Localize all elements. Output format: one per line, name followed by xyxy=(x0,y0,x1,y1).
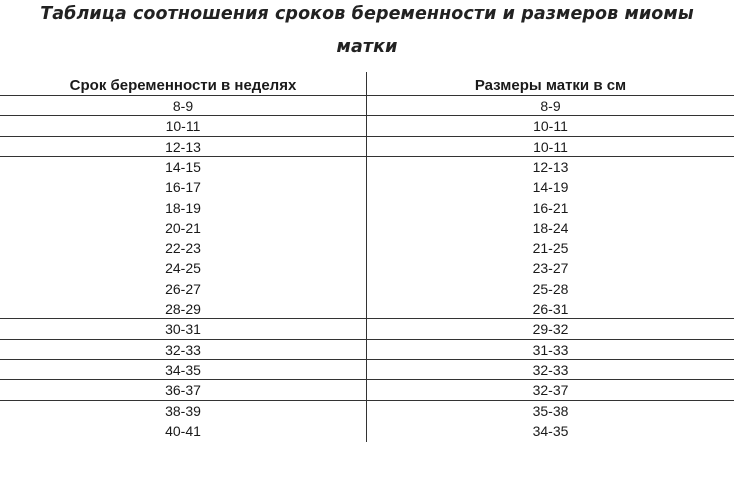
page-title-continuation: матки xyxy=(336,37,398,57)
table-row xyxy=(0,238,734,258)
table-row xyxy=(0,137,734,157)
table-row xyxy=(0,319,734,339)
cell-uterus-size: 29-32 xyxy=(532,321,569,338)
cell-uterus-size: 14-19 xyxy=(532,179,569,196)
cell-gestation-weeks: 10-11 xyxy=(165,118,201,135)
table-row xyxy=(0,157,734,177)
cell-gestation-weeks: 12-13 xyxy=(165,138,201,155)
table-row xyxy=(0,218,734,238)
cell-uterus-size: 23-27 xyxy=(532,260,569,277)
table-row xyxy=(0,177,734,197)
cell-gestation-weeks: 20-21 xyxy=(165,219,201,236)
cell-gestation-weeks: 28-29 xyxy=(165,301,201,317)
table-header-row xyxy=(0,75,734,97)
table-row xyxy=(0,258,734,278)
cell-gestation-weeks: 32-33 xyxy=(165,341,201,358)
cell-uterus-size: 34-35 xyxy=(532,422,569,439)
cell-gestation-weeks: 8-9 xyxy=(172,98,194,114)
cell-uterus-size: 31-33 xyxy=(532,341,569,358)
table-row xyxy=(0,421,734,441)
table-row xyxy=(0,279,734,299)
column-header-uterus-size: Размеры матки в см xyxy=(474,77,627,94)
cell-uterus-size: 10-11 xyxy=(533,118,568,135)
cell-uterus-size: 12-13 xyxy=(532,158,569,175)
cell-uterus-size: 16-21 xyxy=(532,199,569,216)
cell-gestation-weeks: 36-37 xyxy=(165,382,201,399)
cell-gestation-weeks: 24-25 xyxy=(165,260,201,277)
column-header-gestation-weeks: Срок беременности в неделях xyxy=(69,77,297,94)
table-row xyxy=(0,198,734,218)
cell-uterus-size: 18-24 xyxy=(532,219,569,236)
cell-gestation-weeks: 30-31 xyxy=(165,321,201,338)
cell-gestation-weeks: 18-19 xyxy=(165,199,201,216)
table-row xyxy=(0,340,734,360)
cell-uterus-size: 35-38 xyxy=(532,402,569,419)
cell-gestation-weeks: 16-17 xyxy=(165,179,201,196)
cell-uterus-size: 10-11 xyxy=(533,138,568,155)
table-row xyxy=(0,299,734,319)
cell-gestation-weeks: 26-27 xyxy=(165,280,201,297)
data-table xyxy=(0,72,734,444)
cell-uterus-size: 21-25 xyxy=(532,240,569,257)
cell-uterus-size: 32-37 xyxy=(532,382,569,399)
table-row xyxy=(0,96,734,116)
cell-uterus-size: 32-33 xyxy=(532,361,569,378)
cell-uterus-size: 25-28 xyxy=(532,280,569,297)
cell-uterus-size: 8-9 xyxy=(540,98,561,114)
table-row xyxy=(0,360,734,380)
table-row xyxy=(0,401,734,421)
cell-gestation-weeks: 40-41 xyxy=(165,422,201,439)
cell-gestation-weeks: 22-23 xyxy=(165,240,201,257)
table-row xyxy=(0,380,734,400)
cell-gestation-weeks: 34-35 xyxy=(165,361,201,378)
cell-gestation-weeks: 38-39 xyxy=(165,402,201,419)
page-title: Таблица соотношения сроков беременности и размеров миомы xyxy=(40,4,694,24)
cell-gestation-weeks: 14-15 xyxy=(165,158,201,175)
cell-uterus-size: 26-31 xyxy=(532,301,569,317)
table-row xyxy=(0,116,734,136)
